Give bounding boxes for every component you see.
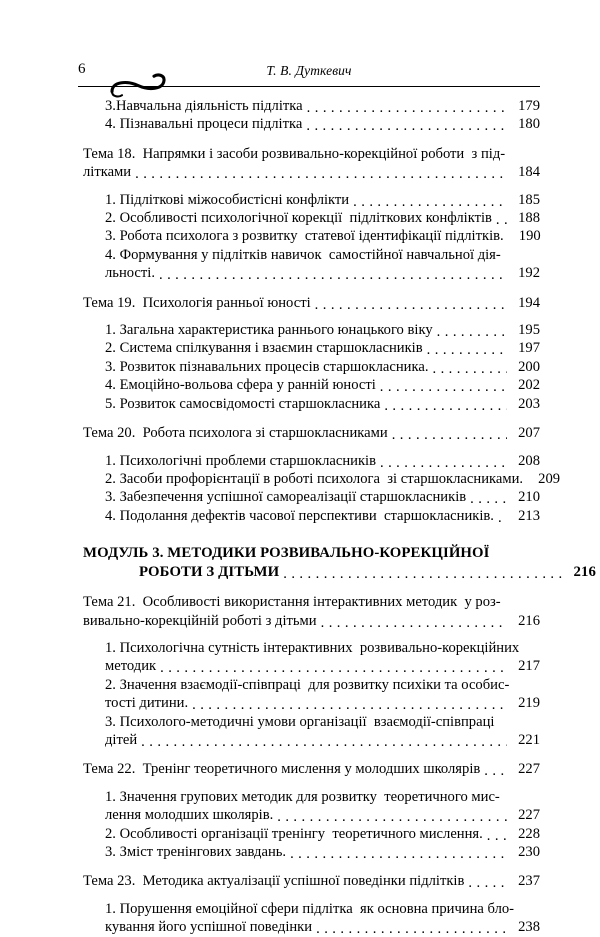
dot-leader — [470, 492, 507, 506]
toc-entry-item[interactable] — [83, 321, 540, 339]
toc-entry-item[interactable] — [83, 395, 540, 413]
dot-leader — [380, 380, 507, 394]
toc-entry-page-number: 194 — [518, 294, 540, 311]
toc-entry-page-number: 210 — [518, 489, 540, 506]
toc-entry-text: 4. Емоційно-вольова сфера у ранній юності — [105, 377, 376, 394]
toc-entry-page-number: 217 — [518, 658, 540, 675]
header-author-name: Т. В. Дуткевич — [266, 63, 352, 78]
toc-entry-theme[interactable] — [83, 760, 540, 778]
toc-entry-page-number: 238 — [518, 919, 540, 936]
dot-leader — [487, 828, 507, 842]
toc-entry-item[interactable] — [83, 227, 540, 245]
dot-leader — [290, 846, 507, 860]
toc-entry-page-number: 228 — [518, 825, 540, 842]
toc-entry-item[interactable] — [83, 376, 540, 394]
toc-entry-page-number: 190 — [518, 228, 541, 245]
toc-entry-item[interactable] — [83, 825, 540, 843]
toc-entry-page-number: 179 — [518, 98, 540, 114]
toc-entry-page-number: 185 — [518, 191, 540, 208]
toc-entry-text: 2. Засоби профорієнтації в роботі психолога зі старшокласниками. — [105, 470, 524, 487]
toc-entry-text: тості дитини. — [105, 695, 189, 712]
toc-entry-page-number: 202 — [518, 377, 540, 394]
toc-entry-text: Тема 20. Робота психолога зі старшокласниками — [83, 425, 388, 442]
toc-entry-theme[interactable] — [83, 294, 540, 312]
toc-entry-page-number: 184 — [518, 164, 540, 181]
toc-entry-theme[interactable] — [83, 424, 540, 442]
toc-entry-page-number: 213 — [518, 507, 540, 524]
toc-entry-page-number: 203 — [518, 395, 540, 412]
toc-entry-item[interactable] — [83, 97, 540, 115]
toc-entry-page-number: 192 — [518, 265, 540, 282]
toc-entry-page-number: 216 — [573, 564, 596, 581]
toc-entry-text: 1. Психологічна сутність інтерактивних розвивально-корекційних — [105, 639, 520, 656]
table-of-contents — [83, 97, 596, 937]
toc-entry-page-number: 188 — [518, 210, 540, 227]
toc-entry-item[interactable] — [83, 246, 540, 283]
dot-leader — [427, 343, 507, 357]
toc-entry-item[interactable] — [83, 115, 540, 133]
dot-leader — [498, 510, 507, 524]
toc-entry-text: 3. Робота психолога з розвитку статевої ідентифікації підлітків. — [105, 228, 504, 245]
toc-entry-text: 1. Значення групових методик для розвитку теоретичного мис- — [105, 788, 500, 805]
running-header — [78, 60, 540, 94]
toc-entry-text: Тема 22. Тренінг теоретичного мислення у молодших школярів — [83, 761, 481, 778]
toc-entry-text: лення молодших школярів. — [105, 807, 274, 824]
toc-entry-item[interactable] — [83, 470, 561, 488]
toc-entry-item[interactable] — [83, 358, 540, 376]
toc-entry-text: кування його успішної поведінки — [105, 919, 313, 936]
toc-entry-text: літками — [83, 164, 132, 181]
toc-entry-page-number: 195 — [518, 322, 540, 339]
dot-leader — [437, 324, 507, 338]
toc-entry-item[interactable] — [83, 843, 540, 861]
toc-entry-text: 3. Розвиток пізнавальних процесів старшокласника. — [105, 358, 429, 375]
toc-entry-theme[interactable] — [83, 593, 540, 630]
toc-entry-item[interactable] — [83, 713, 540, 750]
dot-leader — [384, 398, 507, 412]
toc-entry-text: Тема 21. Особливості використання інтерактивних методик у роз- — [83, 594, 501, 611]
dot-leader — [307, 100, 507, 114]
toc-entry-item[interactable] — [83, 209, 540, 227]
toc-entry-text: 4. Пізнавальні процеси підлітка — [105, 116, 303, 133]
toc-entry-page-number: 180 — [518, 116, 540, 133]
toc-entry-item[interactable] — [83, 339, 540, 357]
toc-entry-text: 1. Порушення емоційної сфери підлітка як основна причина бло- — [105, 900, 515, 917]
toc-entry-page-number: 207 — [518, 425, 540, 442]
dot-leader — [468, 876, 507, 890]
toc-entry-text: Тема 18. Напрямки і засоби розвивально-корекційної роботи з під- — [83, 145, 506, 162]
toc-entry-text: 1. Загальна характеристика раннього юнацького віку — [105, 322, 433, 339]
toc-entry-page-number: 200 — [518, 358, 540, 375]
dot-leader — [192, 698, 507, 712]
toc-entry-text: 2. Система спілкування і взаємин старшокласників — [105, 340, 423, 357]
toc-entry-text: 3. Забезпечення успішної самореалізації старшокласників — [105, 489, 467, 506]
toc-entry-item[interactable] — [83, 676, 540, 713]
dot-leader — [353, 194, 507, 208]
toc-entry-text: РОБОТИ З ДІТЬМИ — [139, 564, 280, 581]
dot-leader — [321, 615, 507, 629]
swash-flourish-icon — [100, 72, 176, 98]
toc-entry-text: 3. Зміст тренінгових завдань. — [105, 844, 287, 860]
toc-entry-item[interactable] — [83, 788, 540, 825]
toc-entry-item[interactable] — [83, 488, 540, 506]
dot-leader — [380, 455, 507, 469]
toc-entry-text: 4. Формування у підлітків навичок самостійної навчальної дія- — [105, 246, 501, 263]
toc-entry-page-number: 216 — [518, 612, 540, 629]
toc-entry-item[interactable] — [83, 639, 540, 676]
dot-leader — [160, 661, 507, 675]
toc-entry-theme[interactable] — [83, 872, 540, 890]
toc-entry-text: дітей — [105, 731, 138, 748]
toc-entry-item[interactable] — [83, 191, 540, 209]
toc-entry-item[interactable] — [83, 900, 540, 937]
toc-entry-text: 4. Подолання дефектів часової перспективи старшокласників. — [105, 507, 494, 524]
toc-entry-text: 2. Особливості психологічної корекції підліткових конфліктів — [105, 210, 492, 227]
page-number: 6 — [78, 61, 86, 77]
toc-entry-text: Тема 19. Психологія ранньої юності — [83, 294, 311, 311]
dot-leader — [277, 810, 507, 824]
toc-entry-text: 1. Підліткові міжособистісні конфлікти — [105, 191, 350, 208]
toc-entry-page-number: 221 — [518, 731, 540, 748]
toc-entry-text: 2. Особливості організації тренінгу теоретичного мислення. — [105, 825, 483, 842]
toc-entry-text: 3.Навчальна діяльність підлітка — [105, 98, 303, 114]
toc-entry-text: льності. — [105, 265, 155, 282]
dot-leader — [141, 734, 507, 748]
toc-entry-text: вивально-корекційній роботі з дітьми — [83, 612, 317, 629]
toc-entry-text: 3. Психолого-методичні умови організації взаємодії-співпраці — [105, 713, 495, 730]
toc-entry-page-number: 197 — [518, 340, 540, 357]
toc-entry-text: 5. Розвиток самосвідомості старшокласника — [105, 395, 381, 412]
toc-entry-item[interactable] — [83, 507, 540, 525]
toc-entry-page-number: 230 — [518, 844, 540, 860]
toc-entry-page-number: 237 — [518, 873, 540, 890]
dot-leader — [496, 212, 507, 226]
toc-entry-page-number: 227 — [518, 761, 540, 778]
toc-entry-text: 1. Психологічні проблеми старшокласників — [105, 452, 376, 469]
toc-entry-text: методик — [105, 658, 157, 675]
dot-leader — [135, 167, 507, 181]
dot-leader — [159, 268, 507, 282]
toc-entry-text: 2. Значення взаємодії-співпраці для розвитку психіки та особис- — [105, 676, 510, 693]
toc-entry-page-number: 227 — [518, 807, 540, 824]
dot-leader — [392, 428, 507, 442]
toc-entry-item[interactable] — [83, 452, 540, 470]
toc-entry-page-number: 208 — [518, 452, 540, 469]
dot-leader — [432, 361, 507, 375]
dot-leader — [315, 297, 507, 311]
toc-entry-page-number: 219 — [518, 695, 540, 712]
toc-entry-text: Тема 23. Методика актуалізації успішної поведінки підлітків — [83, 873, 465, 890]
dot-leader — [283, 567, 563, 581]
toc-entry-theme[interactable] — [83, 145, 540, 182]
dot-leader — [316, 922, 507, 936]
toc-entry-module[interactable] — [83, 544, 596, 582]
dot-leader — [306, 119, 507, 133]
toc-entry-page-number: 209 — [538, 470, 561, 487]
toc-entry-text: МОДУЛЬ 3. МЕТОДИКИ РОЗВИВАЛЬНО-КОРЕКЦІЙНОЇ — [83, 545, 490, 562]
dot-leader — [484, 764, 507, 778]
